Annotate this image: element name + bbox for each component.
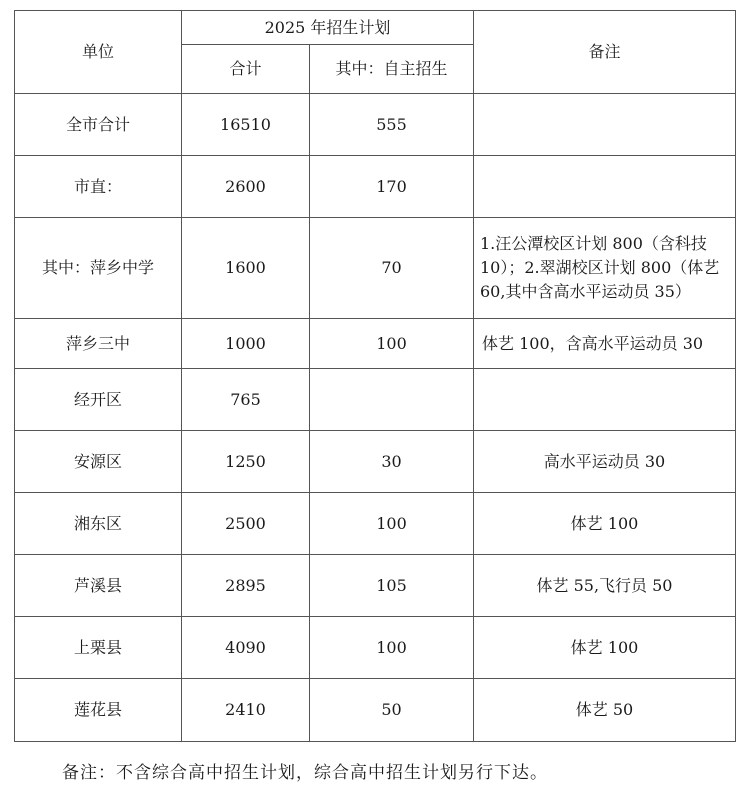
header-independent: 其中：自主招生 [310,45,474,94]
cell-independent: 105 [310,555,474,617]
table-row [15,555,736,617]
cell-independent: 50 [310,679,474,742]
cell-remark: 体艺 55,飞行员 50 [474,555,736,617]
cell-total: 1000 [182,319,310,369]
cell-independent: 555 [310,94,474,156]
table-row [15,156,736,218]
cell-remark: 体艺 50 [474,679,736,742]
header-plan-group: 2025 年招生计划 [182,11,474,45]
cell-unit: 市直： [15,156,182,218]
cell-total: 2410 [182,679,310,742]
cell-remark: 体艺 100 [474,493,736,555]
cell-independent: 100 [310,617,474,679]
table-row [15,493,736,555]
cell-independent: 170 [310,156,474,218]
table-header-row [15,11,736,45]
cell-total: 2600 [182,156,310,218]
cell-unit: 湘东区 [15,493,182,555]
header-unit: 单位 [15,11,182,94]
header-remark: 备注 [474,11,736,94]
table-row [15,679,736,742]
cell-total: 2895 [182,555,310,617]
footnote: 备注：不含综合高中招生计划，综合高中招生计划另行下达。 [62,763,548,783]
cell-unit: 全市合计 [15,94,182,156]
cell-unit: 芦溪县 [15,555,182,617]
cell-unit: 经开区 [15,369,182,431]
cell-independent: 70 [310,218,474,319]
table-row [15,94,736,156]
cell-remark: 体艺 100 [474,617,736,679]
cell-remark: 1.汪公潭校区计划 800（含科技 10）；2.翠湖校区计划 800（体艺 60,其中含高水平运动员 35） [474,218,736,319]
cell-independent: 30 [310,431,474,493]
cell-total: 16510 [182,94,310,156]
cell-remark [474,94,736,156]
header-total: 合计 [182,45,310,94]
cell-unit: 莲花县 [15,679,182,742]
cell-total: 1250 [182,431,310,493]
cell-remark: 高水平运动员 30 [474,431,736,493]
cell-unit: 萍乡三中 [15,319,182,369]
cell-remark: 体艺 100，含高水平运动员 30 [474,319,736,369]
cell-total: 1600 [182,218,310,319]
cell-unit: 其中：萍乡中学 [15,218,182,319]
cell-total: 4090 [182,617,310,679]
enrollment-plan-table [14,10,736,742]
cell-independent: 100 [310,493,474,555]
cell-remark [474,369,736,431]
cell-independent: 100 [310,319,474,369]
cell-independent [310,369,474,431]
cell-unit: 安源区 [15,431,182,493]
table-row [15,319,736,369]
cell-total: 2500 [182,493,310,555]
table-row [15,369,736,431]
table-row [15,617,736,679]
cell-unit: 上栗县 [15,617,182,679]
cell-remark [474,156,736,218]
table-row [15,431,736,493]
cell-total: 765 [182,369,310,431]
table-row [15,218,736,319]
